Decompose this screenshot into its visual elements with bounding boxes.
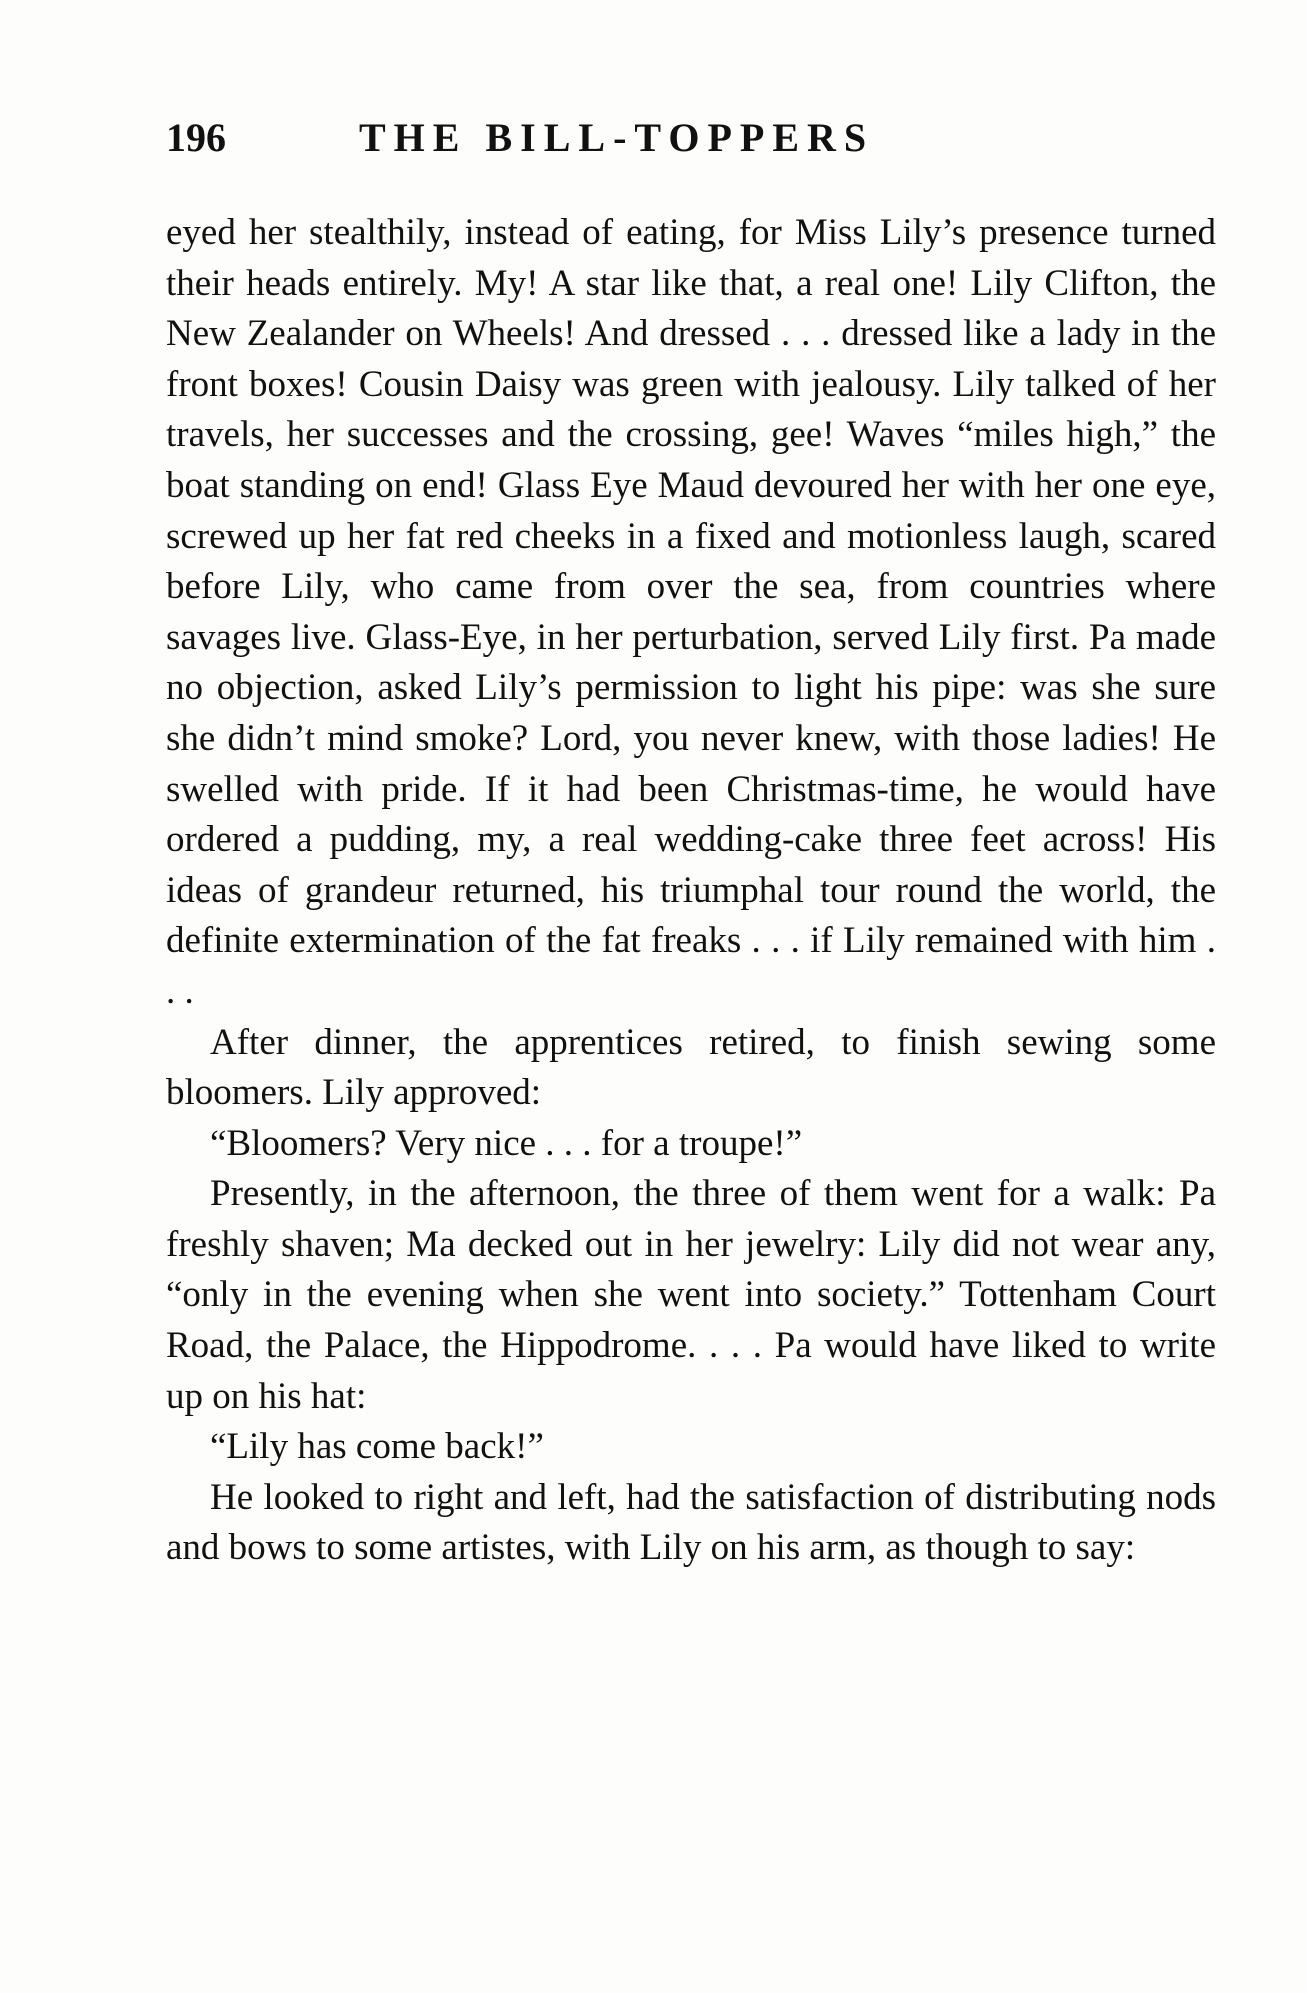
paragraph-1: eyed her stealthily, instead of eating, for Miss Lily’s presence turned their heads entirely. My! A star like that, a real one! Lily Clifton, the New Zealander on Wheels! And dressed . . . dressed like a lady in the front boxes! Cousin Daisy was green with jealousy. Lily talked of her travels, her successes and the crossing, gee! Waves “miles high,” the boat standing on end! Glass Eye Maud devoured her with her one eye, screwed up her fat red cheeks in a fixed and motionless laugh, scared before Lily, who came from over the sea, from countries where savages live. Glass-Eye, in her perturbation, served Lily first. Pa made no objection, asked Lily’s permission to light his pipe: was she sure she didn’t mind smoke? Lord, you never knew, with those ladies! He swelled with pride. If it had been Christmas-time, he would have ordered a pudding, my, a real wedding-cake three feet across! His ideas of grandeur returned, his triumphal tour round the world, the definite extermination of the fat freaks . . . if Lily remained with him . . . bbox=[166, 212, 1216, 1012]
paragraph-2: After dinner, the apprentices retired, to finish sewing some bloomers. Lily approved: bbox=[166, 1021, 1216, 1114]
page-header bbox=[166, 108, 1216, 168]
running-head: THE BILL-TOPPERS bbox=[359, 115, 875, 160]
paragraph-4: Presently, in the afternoon, the three of them went for a walk: Pa freshly shaven; Ma decked out in her jewelry: Lily did not wear any, “only in the evening when she went into society.” Tottenham Court Road, the Palace, the Hippodrome. . . . Pa would have liked to write up on his hat: bbox=[166, 1173, 1216, 1417]
paragraph-5: “Lily has come back!” bbox=[210, 1426, 544, 1468]
paragraph-3: “Bloomers? Very nice . . . for a troupe!” bbox=[210, 1122, 803, 1164]
paragraph-6: He looked to right and left, had the satisfaction of distributing nods and bows to some artistes, with Lily on his arm, as though to say: bbox=[166, 1476, 1216, 1569]
body-text bbox=[166, 208, 1216, 1574]
page-number: 196 bbox=[166, 115, 226, 160]
